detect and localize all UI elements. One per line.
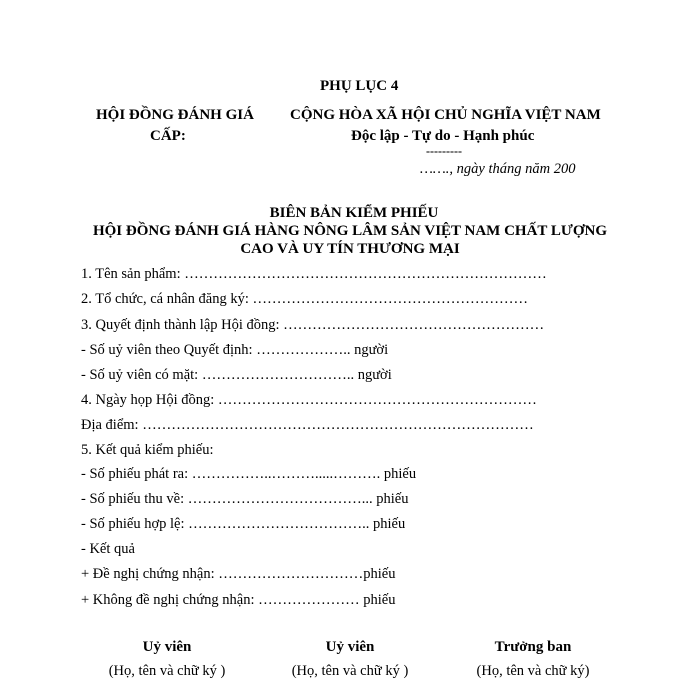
field-members-present: - Số uỷ viên có mặt: ………………………….. người [81,367,392,383]
signature-chair-title: Trưởng ban [494,639,572,655]
country-name: CỘNG HÒA XÃ HỘI CHỦ NGHĨA VIỆT NAM [290,107,601,123]
signature-chair-note: (Họ, tên và chữ ký) [476,663,590,679]
motto-rule: --------- [426,144,462,158]
appendix-label: PHỤ LỤC 4 [320,78,399,94]
council-name: HỘI ĐỒNG ĐÁNH GIÁ [96,107,254,123]
signature-member-1-title: Uỷ viên [142,639,192,655]
signature-member-2-note: (Họ, tên và chữ ký ) [291,663,409,679]
field-ballots-valid: - Số phiếu hợp lệ: ……………………………….. phiếu [81,516,406,532]
field-location: Địa điểm: ……………………………………………………………………… [81,417,534,433]
signature-member-1-note: (Họ, tên và chữ ký ) [108,663,226,679]
field-product-name: 1. Tên sản phẩm: ………………………………………………………………… [81,266,547,282]
document-title-line3: CAO VÀ UY TÍN THƯƠNG MẠI [240,241,460,257]
document-title-line2: HỘI ĐỒNG ĐÁNH GIÁ HÀNG NÔNG LÂM SẢN VIỆT NAM CHẤT LƯỢNG [92,223,608,239]
field-registrant: 2. Tổ chức, cá nhân đăng ký: ………………………………………………… [81,291,528,307]
council-level: CẤP: [150,128,186,144]
date-line: ……., ngày tháng năm 200 [420,161,576,177]
field-result-heading: - Kết quả [81,541,135,557]
document-title: BIÊN BẢN KIỂM PHIẾU [269,205,439,221]
field-ballots-collected: - Số phiếu thu về: ………………………………... phiếu [81,491,409,507]
field-ballots-issued: - Số phiếu phát ra: ……………..……….....………. phiếu [81,466,417,482]
field-members-by-decision: - Số uỷ viên theo Quyết định: ……………….. người [81,342,389,358]
signature-member-2-title: Uỷ viên [325,639,375,655]
field-meeting-date: 4. Ngày họp Hội đồng: ………………………………………………………… [81,392,537,408]
field-votes-for: + Đề nghị chứng nhận: …………………………phiếu [81,566,396,582]
field-decision: 3. Quyết định thành lập Hội đồng: ……………………………………………… [81,317,545,333]
national-motto: Độc lập - Tự do - Hạnh phúc [351,128,535,144]
field-votes-against: + Không đề nghị chứng nhận: ………………… phiếu [81,592,396,608]
field-vote-results-heading: 5. Kết quả kiểm phiếu: [81,442,214,458]
